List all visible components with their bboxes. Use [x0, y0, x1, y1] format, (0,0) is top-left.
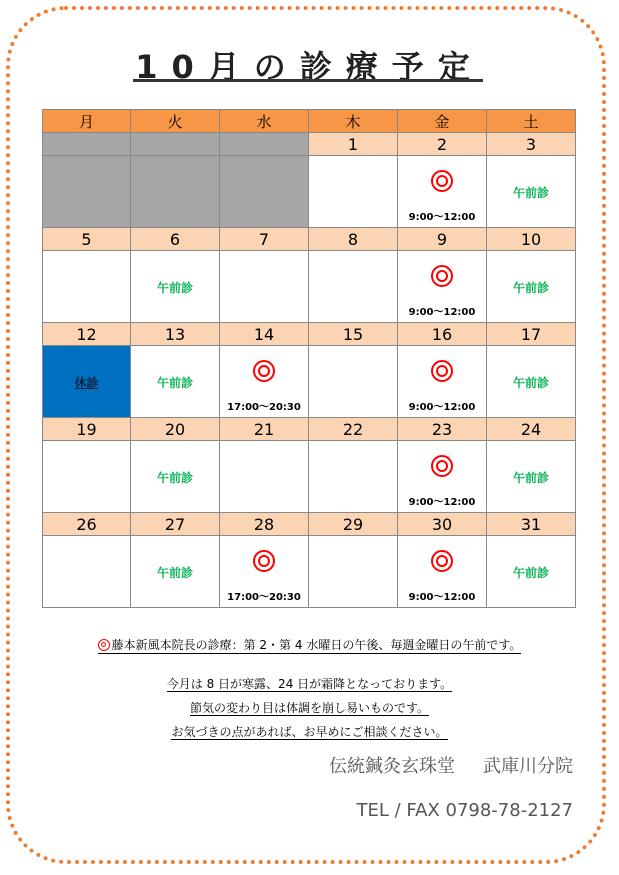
- schedule-cell-director: [398, 156, 487, 228]
- double-circle-icon: [431, 360, 453, 382]
- date-cell: 27: [131, 513, 220, 536]
- double-circle-icon: [431, 550, 453, 572]
- schedule-cell-director: [398, 536, 487, 608]
- morning-label: 午前診: [512, 186, 549, 200]
- hours-label: 9:00～12:00: [408, 212, 476, 223]
- date-cell: 6: [131, 228, 220, 251]
- schedule-cell-morning: [131, 536, 220, 608]
- date-cell: 19: [43, 418, 131, 441]
- date-cell: 14: [220, 323, 309, 346]
- schedule-cell-morning: [487, 346, 576, 418]
- date-cell-empty: [220, 133, 309, 156]
- date-cell: 5: [43, 228, 131, 251]
- hours-label: 9:00～12:00: [408, 497, 476, 508]
- schedule-cell-morning: [487, 536, 576, 608]
- schedule-cell-director: [398, 251, 487, 323]
- schedule-cell-morning: [487, 156, 576, 228]
- weekday-sat: 土: [487, 110, 576, 133]
- date-row: [43, 418, 576, 441]
- date-cell: 21: [220, 418, 309, 441]
- date-cell: 1: [309, 133, 398, 156]
- schedule-cell-empty: [309, 156, 398, 228]
- double-circle-icon: [431, 265, 453, 287]
- double-circle-icon: [98, 639, 110, 651]
- date-cell: 3: [487, 133, 576, 156]
- date-cell: 9: [398, 228, 487, 251]
- schedule-cell-director: [398, 441, 487, 513]
- clinic-name: [329, 752, 573, 778]
- page-title: 10月の診療予定: [135, 48, 484, 86]
- schedule-row: [43, 536, 576, 608]
- hours-label: 17:00～20:30: [227, 592, 301, 603]
- weekday-tue: 火: [131, 110, 220, 133]
- schedule-cell-morning: [487, 251, 576, 323]
- closed-label: 休診: [74, 376, 99, 390]
- schedule-cell-empty: [43, 441, 131, 513]
- date-cell-empty: [43, 133, 131, 156]
- date-cell: 30: [398, 513, 487, 536]
- season-line: お気づきの点があれば、お早めにご相談ください。: [171, 725, 448, 739]
- schedule-cell-empty: [309, 346, 398, 418]
- hours-label: 9:00～12:00: [408, 402, 476, 413]
- clinic-branch: 武庫川分院: [483, 756, 573, 777]
- date-cell: 2: [398, 133, 487, 156]
- unused-cell: [43, 156, 131, 228]
- schedule-row: [43, 156, 576, 228]
- schedule-cell-empty: [309, 536, 398, 608]
- weekday-wed: 水: [220, 110, 309, 133]
- schedule-cell-closed: [43, 346, 131, 418]
- double-circle-icon: [431, 170, 453, 192]
- unused-cell: [131, 156, 220, 228]
- hours-label: 17:00～20:30: [227, 402, 301, 413]
- double-circle-icon: [253, 360, 275, 382]
- date-cell: 10: [487, 228, 576, 251]
- hours-label: 9:00～12:00: [408, 592, 476, 603]
- schedule-cell-morning: [131, 441, 220, 513]
- schedule-cell-empty: [220, 251, 309, 323]
- double-circle-icon: [253, 550, 275, 572]
- date-cell: 17: [487, 323, 576, 346]
- date-row: [43, 228, 576, 251]
- calendar-table: [42, 109, 576, 608]
- morning-label: 午前診: [512, 471, 549, 485]
- schedule-cell-empty: [43, 536, 131, 608]
- date-cell: 23: [398, 418, 487, 441]
- schedule-row: [43, 346, 576, 418]
- weekday-fri: 金: [398, 110, 487, 133]
- date-cell: 15: [309, 323, 398, 346]
- date-cell: 31: [487, 513, 576, 536]
- date-cell-empty: [131, 133, 220, 156]
- morning-label: 午前診: [512, 566, 549, 580]
- date-cell: 29: [309, 513, 398, 536]
- morning-label: 午前診: [156, 471, 193, 485]
- date-cell: 24: [487, 418, 576, 441]
- weekday-thu: 木: [309, 110, 398, 133]
- date-row: [43, 513, 576, 536]
- schedule-cell-empty: [309, 441, 398, 513]
- doctor-note: [0, 636, 619, 653]
- morning-label: 午前診: [512, 281, 549, 295]
- schedule-cell-morning: [131, 251, 220, 323]
- unused-cell: [220, 156, 309, 228]
- weekday-mon: 月: [43, 110, 131, 133]
- morning-label: 午前診: [156, 376, 193, 390]
- title-underline: [133, 79, 483, 82]
- doctor-note-text: 藤本新風本院長の診療：第 2・第 4 水曜日の午後、毎週金曜日の午前です。: [111, 638, 522, 652]
- date-row: [43, 133, 576, 156]
- date-cell: 26: [43, 513, 131, 536]
- morning-label: 午前診: [156, 281, 193, 295]
- date-cell: 8: [309, 228, 398, 251]
- schedule-cell-morning: [131, 346, 220, 418]
- season-notes: [0, 672, 619, 744]
- season-line: 今月は 8 日が寒露、24 日が霜降となっております。: [166, 677, 453, 691]
- date-cell: 20: [131, 418, 220, 441]
- schedule-cell-empty: [309, 251, 398, 323]
- contact-number: TEL / FAX 0798-78-2127: [356, 800, 573, 821]
- schedule-cell-director: [220, 346, 309, 418]
- date-row: [43, 323, 576, 346]
- schedule-cell-director: [220, 536, 309, 608]
- schedule-cell-morning: [487, 441, 576, 513]
- date-cell: 28: [220, 513, 309, 536]
- date-cell: 16: [398, 323, 487, 346]
- schedule-cell-empty: [43, 251, 131, 323]
- schedule-cell-empty: [220, 441, 309, 513]
- hours-label: 9:00～12:00: [408, 307, 476, 318]
- schedule-row: [43, 441, 576, 513]
- date-cell: 22: [309, 418, 398, 441]
- weekday-header-row: [43, 110, 576, 133]
- schedule-row: [43, 251, 576, 323]
- morning-label: 午前診: [512, 376, 549, 390]
- double-circle-icon: [431, 455, 453, 477]
- morning-label: 午前診: [156, 566, 193, 580]
- date-cell: 12: [43, 323, 131, 346]
- date-cell: 7: [220, 228, 309, 251]
- clinic-name-main: 伝統鍼灸玄珠堂: [329, 756, 455, 777]
- season-line: 節気の変わり目は体調を崩し易いものです。: [189, 701, 430, 715]
- date-cell: 13: [131, 323, 220, 346]
- schedule-cell-director: [398, 346, 487, 418]
